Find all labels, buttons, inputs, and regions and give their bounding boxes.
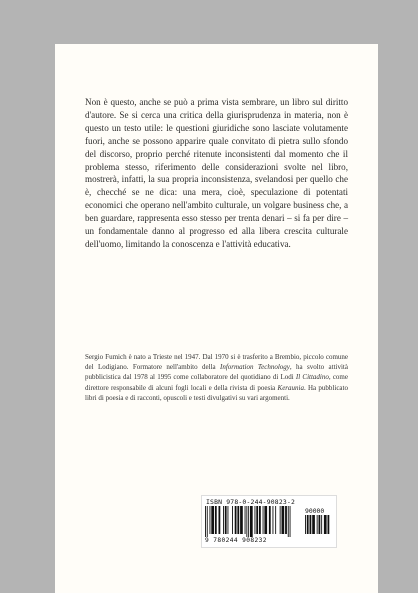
- bio-text-1: Sergio Fumich è nato a Trieste nel 1947. Dal 1970 si è trasferito a Brembio, piccolo comune del Lodigiano. Formatore nell'ambito della: [85, 353, 348, 372]
- isbn-barcode: [201, 495, 337, 548]
- bio-text-4: . Ha pubblicato libri di poesia e di racconti, opuscoli e testi divulgativi su vari argomenti.: [85, 383, 348, 402]
- barcode-bar: [288, 506, 289, 537]
- bio-italic-1: Information Technology: [220, 363, 290, 372]
- bio-italic-3: Keraunia: [277, 383, 304, 392]
- barcode-bar: [307, 515, 309, 534]
- barcode-bar: [273, 506, 274, 534]
- barcode-bar: [259, 506, 261, 534]
- barcode-bar: [275, 506, 276, 534]
- bio-italic-2: Il Cittadino: [295, 373, 329, 382]
- barcode-bar: [207, 506, 208, 537]
- barcode-bar: [232, 506, 233, 534]
- bio-text-3: , come direttore responsabile di alcuni fogli locali e della rivista di poesia: [85, 373, 348, 392]
- barcode-bar: [282, 506, 285, 534]
- barcode-bar: [328, 515, 330, 534]
- barcode-bar: [205, 506, 206, 537]
- barcode-bar: [215, 506, 217, 534]
- barcode-bar: [248, 506, 249, 537]
- bio-text-2: , ha svolto attività pubblicistica dal 1978 al 1995 come collaboratore del quotidiano di Lodi: [85, 363, 348, 382]
- ean-digits: 9 780244 908232: [205, 537, 267, 544]
- barcode-bar: [319, 515, 321, 534]
- barcode-bar: [225, 506, 227, 534]
- book-back-cover: [55, 44, 378, 593]
- barcode-bar: [285, 506, 287, 534]
- barcode-bar: [263, 506, 264, 534]
- barcode-bar: [264, 506, 267, 534]
- barcode-bar: [255, 506, 256, 534]
- barcode-bar: [228, 506, 229, 534]
- barcode-bar: [280, 506, 281, 534]
- barcode-bar: [235, 506, 237, 534]
- barcode-bar: [312, 515, 315, 534]
- price-barcode-bars: [305, 515, 331, 537]
- barcode-bar: [250, 506, 253, 537]
- barcode-bar: [269, 506, 271, 534]
- barcode-bar: [211, 506, 214, 534]
- barcode-bar: [246, 506, 247, 537]
- blurb-text: Non è questo, anche se può a prima vista sembrare, un libro sul diritto d'autore. Se si cerca una critica della giurisprudenza in materia, non è questo un testo utile: le questioni giuridiche sono lasciate volutamente fuori, anche se possono apparire quale convitato di pietra sullo sfondo del discorso, proprio perché ritenute inconsistenti dal momento che il problema stesso, riferimento delle considerazioni svolte nel libro, mostrerà, infatti, la sua propria inconsistenza, svelandosi per quello che è, checché se ne dica: una mera, cioè, speculazione di potentati economici che operano nell'ambito culturale, un volgare business che, a ben guardare, rappresenta esso stesso per trenta denari – si fa per dire – un fondamentale danno al progresso ed alla libera crescita culturale dell'uomo, limitando la conoscenza e l'attività educativa.: [85, 97, 348, 249]
- barcode-bar: [240, 506, 243, 534]
- price-code: 90000: [305, 507, 325, 515]
- barcode-bar: [223, 506, 224, 534]
- barcode-bars: [205, 506, 301, 537]
- barcode-bar: [245, 506, 246, 534]
- barcode-bar: [321, 515, 322, 534]
- barcode-bar: [305, 515, 306, 534]
- barcode-bar: [237, 506, 239, 534]
- isbn-label: ISBN 978-0-244-90823-2: [206, 498, 296, 506]
- barcode-bar: [256, 506, 258, 534]
- barcode-bar: [310, 515, 312, 534]
- barcode-bar: [324, 515, 327, 534]
- barcode-bar: [290, 506, 291, 537]
- barcode-bar: [317, 515, 318, 534]
- barcode-bar: [219, 506, 221, 534]
- author-bio: [85, 352, 348, 403]
- barcode-bar: [210, 506, 211, 534]
